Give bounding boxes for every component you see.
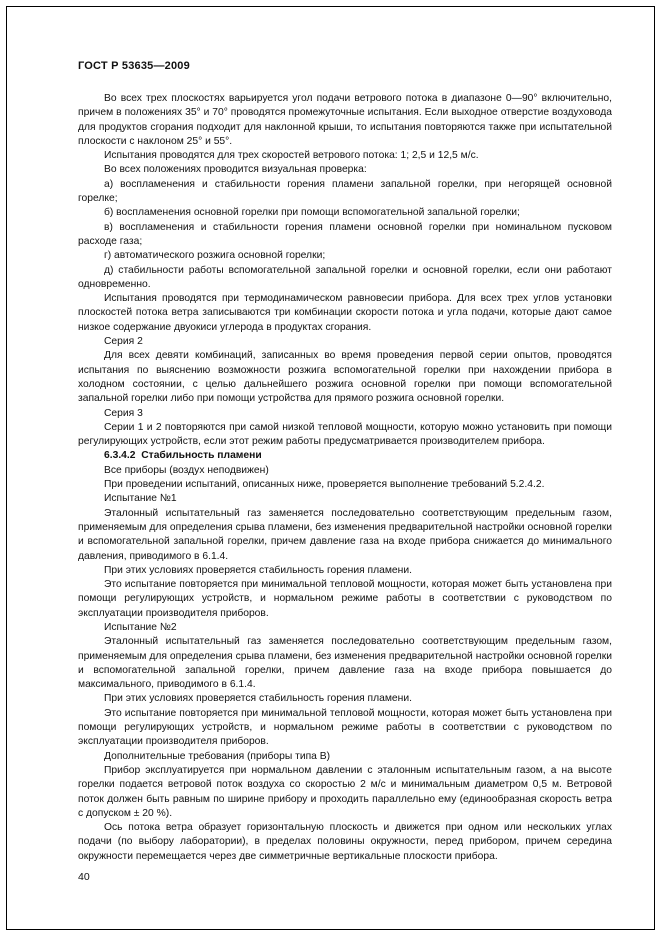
additional-requirements-label: Дополнительные требования (приборы типа В) [104,750,331,762]
paragraph-series-2-description: Для всех девяти комбинаций, записанных во время проведения первой серии опытов, проводятся испытания по выяснению возможности розжига вспомогательной горелки при нахождении прибора в холодном состоянии, с целью дальнейшего розжига основной горелки при помощи вспомогательной запальной горелки либо при помощи устройства для прямого розжига основной горелки. [78,350,612,405]
list-item-v: в) воспламенения и стабильности горения пламени основной горелки при номинальном пусковом расходе газа; [78,221,612,247]
series-3-label: Серия 3 [104,407,143,419]
paragraph-wind-axis: Ось потока ветра образует горизонтальную плоскость и движется при одном или нескольких углах подачи (по выбору лаборатории), в пределах половины окружности, перед прибором, причем середина окружности перемещается через две симметричные вертикальные плоскости прибора. [78,822,612,862]
paragraph-test-2-stability-check: При этих условиях проверяется стабильность горения пламени. [104,693,412,705]
test-1-label: Испытание №1 [104,493,177,505]
series-2-label: Серия 2 [104,336,143,348]
test-2-label: Испытание №2 [104,621,177,633]
document-body [78,92,612,864]
paragraph-test-1-repeat: Это испытание повторяется при минимальной тепловой мощности, которая может быть установлена при помощи регулирующих устройств, и нормальном режиме работы в соответствии с руководством по эксплуатации производителя приборов. [78,579,612,619]
paragraph-type-b-wind-flow: Прибор эксплуатируется при нормальном давлении с эталонным испытательным газом, а на высоте горелки подается ветровой поток воздуха со скоростью 2 м/с и минимальным диаметром 0,5 м. Ветровой поток должен быть равным по ширине прибору и проходить параллельно ему (единообразная скорость ветра с допуском ± 20 %). [78,764,612,819]
paragraph-test-1-stability-check: При этих условиях проверяется стабильность горения пламени. [104,564,412,576]
list-item-a: а) воспламенения и стабильности горения пламени запальной горелки, при негорящей основной горелке; [78,178,612,205]
page-number: 40 [78,871,90,883]
list-item-g: г) автоматического розжига основной горелки; [104,250,326,262]
paragraph-series-3-description: Серии 1 и 2 повторяются при самой низкой тепловой мощности, которую можно установить при помощи регулирующих устройств, если этот режим работы предусматривается производителем прибора. [78,421,612,448]
list-item-b: б) воспламенения основной горелки при помощи вспомогательной запальной горелки; [104,207,520,219]
paragraph-wind-angle-range: Во всех трех плоскостях варьируется угол подачи ветрового потока в диапазоне 0—90° включительно, причем в положениях 35° и 70° проводятся промежуточные испытания. Если выходное отверстие воздуховода для продуктов сгорания подходит для наклонной крыши, то испытания повторяются также при испытательной плоскости с наклоном 25° и 55°. [78,93,612,147]
clause-heading-6-3-4-2: 6.3.4.2 Стабильность пламени [104,450,262,462]
paragraph-test-1-description: Эталонный испытательный газ заменяется последовательно соответствующим предельным газом, применяемым для определения срыва пламени, без изменения предварительной настройки основной горелки и вспомогательной запальной горелки, причем давление газа на входе прибора снижается до минимального давления, приводимого в 6.1.4. [78,507,612,562]
document-code-header: ГОСТ Р 53635—2009 [78,60,190,72]
paragraph-all-devices-air-still: Все приборы (воздух неподвижен) [104,464,269,476]
paragraph-requirements-reference: При проведении испытаний, описанных ниже, проверяется выполнение требований 5.2.4.2. [104,479,545,491]
paragraph-wind-speeds: Испытания проводятся для трех скоростей ветрового потока: 1; 2,5 и 12,5 м/с. [104,150,479,162]
paragraph-thermodynamic-equilibrium: Испытания проводятся при термодинамическом равновесии прибора. Для всех трех углов установки плоскостей потока ветра записываются три комбинации скорости потока и угла подачи, которые дают самое низкое содержание двуокиси углерода в продуктах сгорания. [78,293,612,333]
paragraph-visual-check-intro: Во всех положениях проводится визуальная проверка: [104,164,367,176]
paragraph-test-2-repeat: Это испытание повторяется при минимальной тепловой мощности, которая может быть установлена при помощи регулирующих устройств, и нормальном режиме работы в соответствии с руководством по эксплуатации производителя приборов. [78,707,612,748]
paragraph-test-2-description: Эталонный испытательный газ заменяется последовательно соответствующим предельным газом, применяемым для определения срыва пламени, без изменения предварительной настройки основной горелки и вспомогательной запальной горелки, причем давление газа на входе прибора повышается до максимального, приводимого в 6.1.4. [78,636,612,691]
list-item-d: д) стабильности работы вспомогательной запальной горелки и основной горелки, если они работают одновременно. [78,264,612,290]
